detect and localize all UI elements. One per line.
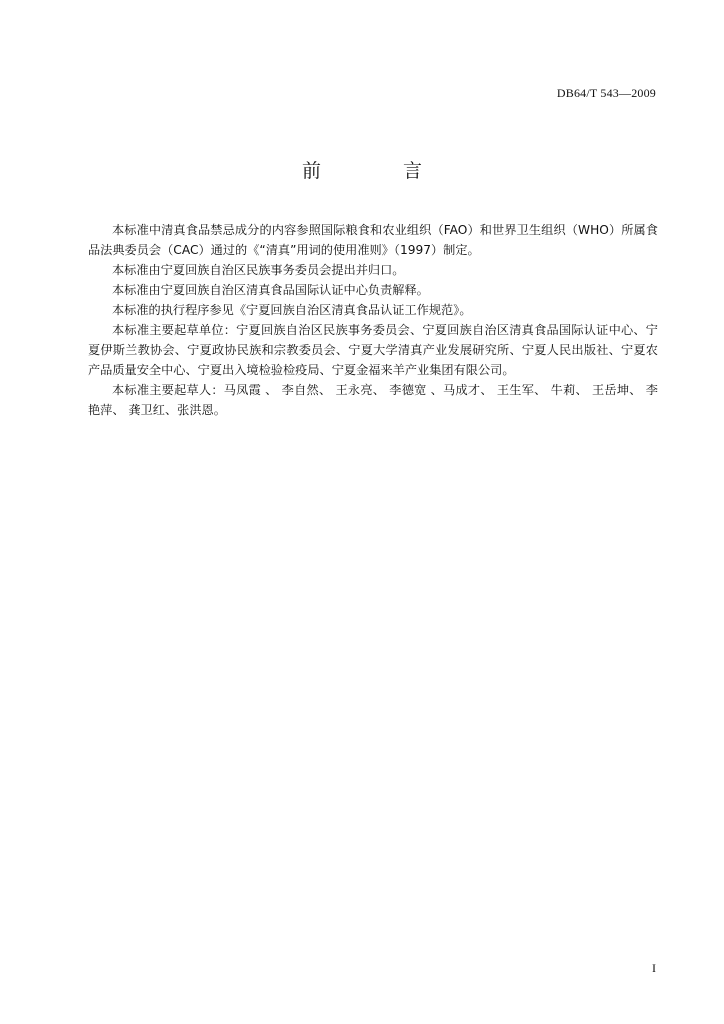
- paragraph-drafting-units: 本标准主要起草单位：宁夏回族自治区民族事务委员会、宁夏回族自治区清真食品国际认证中心、宁夏伊斯兰教协会、宁夏政协民族和宗教委员会、宁夏大学清真产业发展研究所、宁夏人民出版社、宁夏农产品质量安全中心、宁夏出入境检验检疫局、宁夏金福来羊产业集团有限公司。: [88, 323, 658, 377]
- standard-code: DB64/T 543—2009: [556, 86, 656, 100]
- page-number: I: [652, 961, 656, 975]
- paragraph-drafters: 本标准主要起草人：马凤霞 、 李自然、 王永亮、 李德宽 、马成才、 王生军、 牛莉、 王岳坤、 李艳萍、 龚卫红、张洪恩。: [88, 383, 658, 417]
- page-title: 前 言: [301, 160, 461, 182]
- paragraph-basis: 本标准中清真食品禁忌成分的内容参照国际粮食和农业组织（FAO）和世界卫生组织（WHO）所属食品法典委员会（CAC）通过的《“清真”用词的使用准则》（1997）制定。: [88, 223, 658, 257]
- paragraph-proposer: 本标准由宁夏回族自治区民族事务委员会提出并归口。: [112, 263, 405, 277]
- paragraph-procedure: 本标准的执行程序参见《宁夏回族自治区清真食品认证工作规范》。: [112, 303, 472, 317]
- foreword-body: [88, 220, 658, 420]
- paragraph-interpreter: 本标准由宁夏回族自治区清真食品国际认证中心负责解释。: [112, 283, 429, 297]
